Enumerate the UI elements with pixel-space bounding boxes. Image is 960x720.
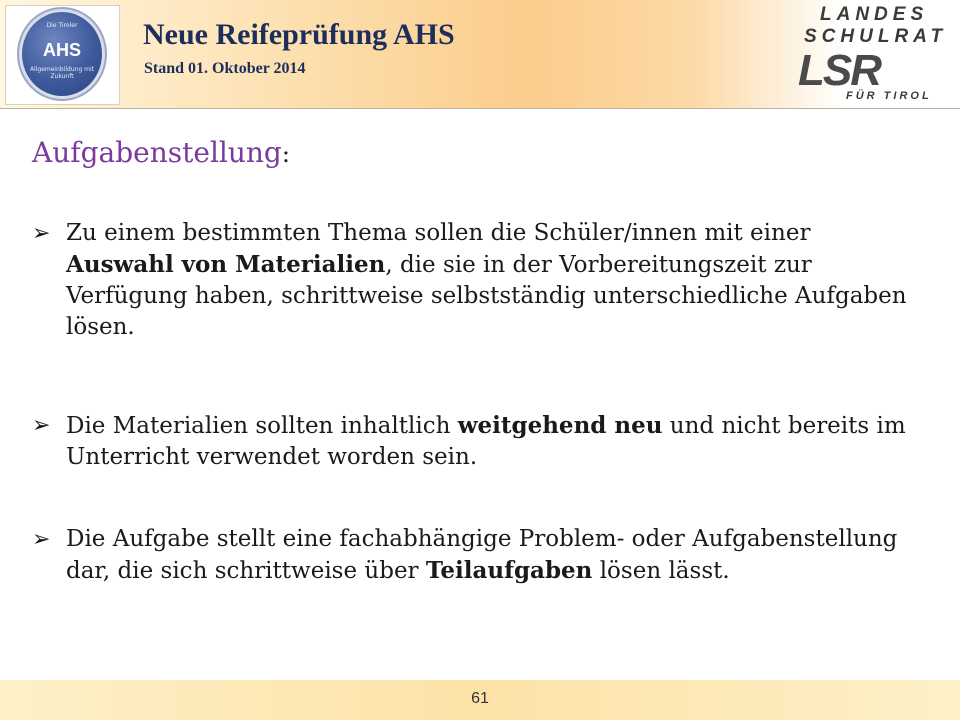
- bullet-text-emphasis: Teilaufgaben: [425, 557, 593, 584]
- slide-footer: [0, 680, 960, 720]
- bullet-text-emphasis: weitgehend neu: [457, 412, 663, 439]
- section-heading-text: Aufgabenstellung: [32, 136, 282, 169]
- lsr-logo-line3: FÜR TIROL: [846, 90, 932, 102]
- slide-header: [0, 0, 960, 109]
- bullet-text-part: , die sie in der Vorbereitungszeit zur Verfügung haben, schrittweise selbstständig unterschiedliche Aufgaben lösen.: [66, 252, 907, 340]
- bullet-text-emphasis: Auswahl von Materialien: [66, 251, 386, 278]
- bullet-text: [66, 410, 912, 473]
- ahs-logo-box: [5, 5, 120, 105]
- ahs-logo-main-text: AHS: [42, 40, 81, 60]
- arrow-bullet-icon: ➢: [32, 221, 51, 246]
- lsr-logo-line1: LANDES: [820, 4, 929, 25]
- presentation-date: Stand 01. Oktober 2014: [144, 60, 306, 77]
- slide-content: [0, 108, 960, 680]
- section-heading: [32, 136, 290, 169]
- bullet-text-part: lösen lässt.: [592, 558, 730, 584]
- bullet-text-part: Zu einem bestimmten Thema sollen die Schüler/innen mit einer: [66, 220, 811, 246]
- arrow-bullet-icon: ➢: [32, 413, 51, 438]
- bullet-text: [66, 218, 912, 343]
- section-heading-colon: :: [281, 140, 290, 168]
- arrow-bullet-icon: ➢: [32, 527, 51, 552]
- lsr-logo-line2: SCHULRAT: [804, 26, 948, 47]
- ahs-logo: [22, 12, 102, 96]
- bullet-text-part: Die Aufgabe stellt eine fachabhängige Problem- oder Aufgabenstellung dar, die sich schrittweise über: [66, 526, 898, 584]
- bullet-text: [66, 524, 912, 587]
- bullet-text-part: Die Materialien sollten inhaltlich: [66, 413, 458, 439]
- ahs-logo-top-text: Die Tiroler: [46, 22, 78, 29]
- lsr-logo-mark: LSR: [798, 46, 880, 95]
- page-number: 61: [471, 690, 489, 707]
- ahs-logo-sub-text: Allgemeinbildung mit Zukunft: [29, 66, 95, 80]
- bullet-text-part: und nicht bereits im Unterricht verwendet worden sein.: [66, 413, 906, 470]
- presentation-title: Neue Reifeprüfung AHS: [143, 18, 455, 51]
- landesschulrat-logo: [790, 2, 958, 106]
